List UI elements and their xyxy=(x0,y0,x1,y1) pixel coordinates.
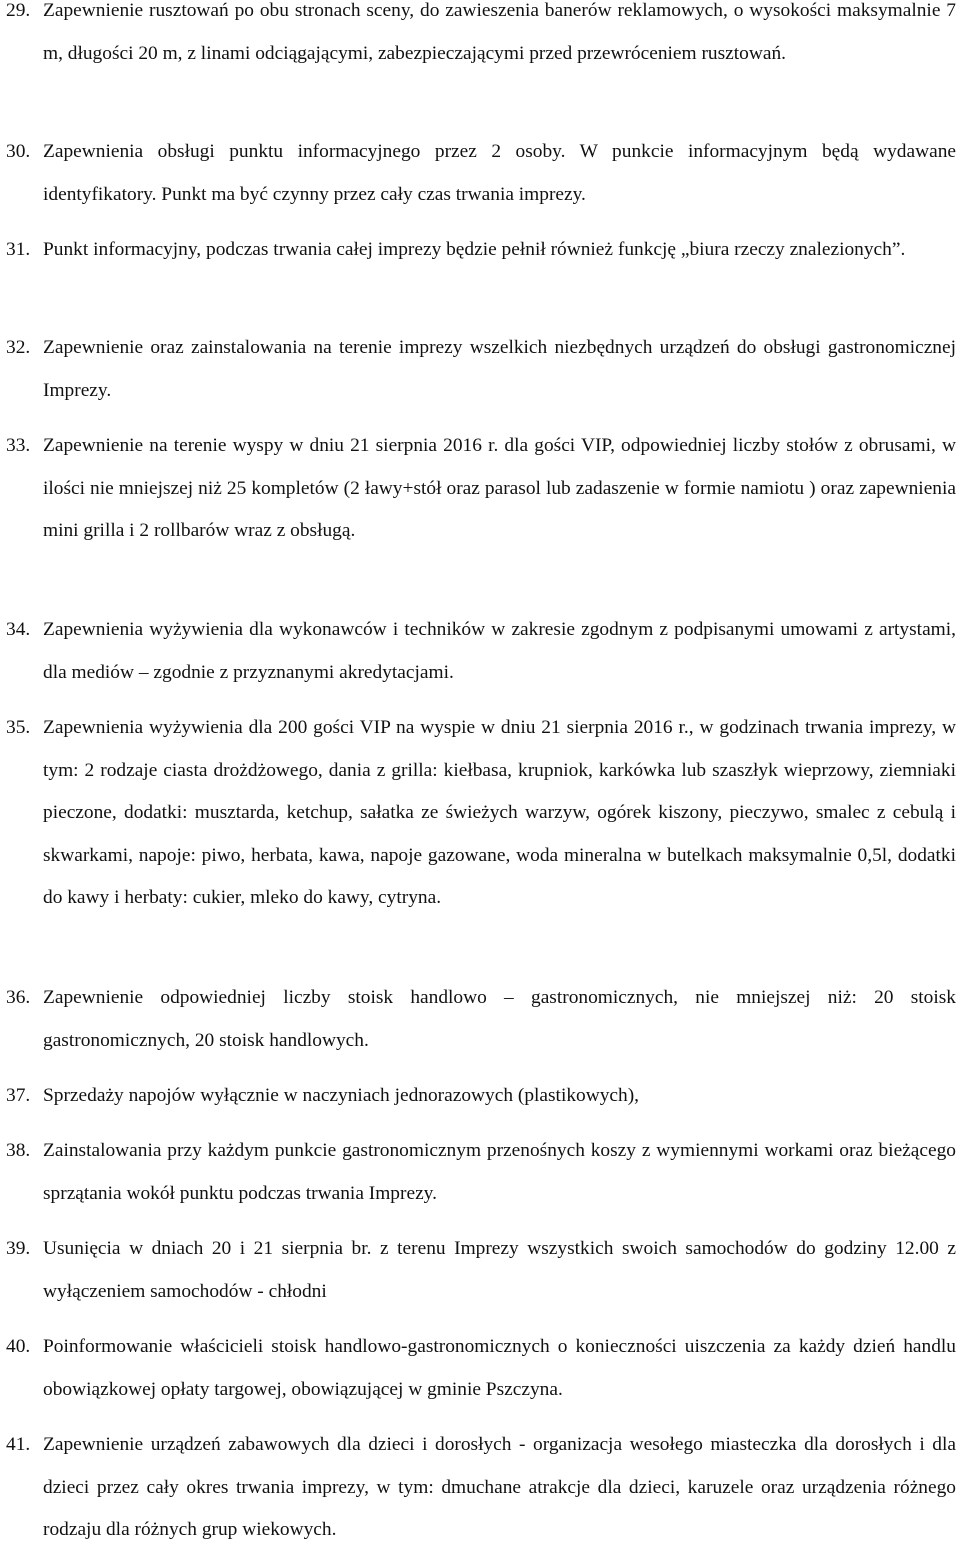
item-text: Sprzedaży napojów wyłącznie w naczyniach jednorazowych (plastikowych), xyxy=(43,1085,640,1106)
list-item-39 xyxy=(0,1228,956,1313)
item-number: 40. xyxy=(6,1336,31,1357)
item-number: 31. xyxy=(6,239,31,260)
item-number: 32. xyxy=(6,337,31,358)
item-text: Zapewnienie na terenie wyspy w dniu 21 sierpnia 2016 r. dla gości VIP, odpowiedniej liczby stołów z obrusami, w ilości nie mniejszej niż 25 kompletów (2 ławy+stół oraz parasol lub zadaszenie w formie namiotu ) oraz zapewnienia mini grilla i 2 rollbarów wraz z obsługą. xyxy=(43,435,956,541)
list-item-32 xyxy=(0,327,956,412)
list-item-41 xyxy=(0,1424,956,1552)
item-number: 39. xyxy=(6,1238,31,1259)
list-item-33 xyxy=(0,425,956,553)
item-number: 33. xyxy=(6,435,31,456)
item-text: Zapewnienia obsługi punktu informacyjnego przez 2 osoby. W punkcie informacyjnym będą wydawane identyfikatory. Punkt ma być czynny przez cały czas trwania imprezy. xyxy=(43,141,956,205)
list-item-30 xyxy=(0,131,956,216)
item-number: 30. xyxy=(6,141,31,162)
list-item-40 xyxy=(0,1326,956,1411)
list-item-37 xyxy=(0,1075,956,1118)
list-item-36 xyxy=(0,977,956,1062)
item-text: Zapewnienia wyżywienia dla wykonawców i techników w zakresie zgodnym z podpisanymi umowami z artystami, dla mediów – zgodnie z przyznanymi akredytacjami. xyxy=(43,619,956,683)
list-item-35 xyxy=(0,707,956,920)
item-text: Zapewnienia wyżywienia dla 200 gości VIP na wyspie w dniu 21 sierpnia 2016 r., w godzinach trwania imprezy, w tym: 2 rodzaje ciasta drożdżowego, dania z grilla: kiełbasa, krupniok, karkówka lub szaszłyk wieprzowy, ziemniaki pieczone, dodatki: musztarda, ketchup, sałatka ze świeżych warzyw, ogórek kiszony, pieczywo, smalec z cebulą i skwarkami, napoje: piwo, herbata, kawa, napoje gazowane, woda mineralna w butelkach maksymalnie 0,5l, dodatki do kawy i herbaty: cukier, mleko do kawy, cytryna. xyxy=(43,717,956,908)
list-item-29 xyxy=(0,0,956,75)
item-text: Zainstalowania przy każdym punkcie gastronomicznym przenośnych koszy z wymiennymi workami oraz bieżącego sprzątania wokół punktu podczas trwania Imprezy. xyxy=(43,1140,956,1204)
item-text: Usunięcia w dniach 20 i 21 sierpnia br. z terenu Imprezy wszystkich swoich samochodów do godziny 12.00 z wyłączeniem samochodów - chłodni xyxy=(43,1238,956,1302)
item-number: 38. xyxy=(6,1140,31,1161)
list-item-31 xyxy=(0,229,956,272)
item-text: Zapewnienie urządzeń zabawowych dla dzieci i dorosłych - organizacja wesołego miasteczka dla dorosłych i dla dzieci przez cały okres trwania imprezy, w tym: dmuchane atrakcje dla dzieci, karuzele oraz urządzenia różnego rodzaju dla różnych grup wiekowych. xyxy=(43,1434,956,1540)
item-number: 29. xyxy=(6,0,31,21)
item-number: 36. xyxy=(6,987,31,1008)
list-item-38 xyxy=(0,1130,956,1215)
item-text: Zapewnienie oraz zainstalowania na terenie imprezy wszelkich niezbędnych urządzeń do obsługi gastronomicznej Imprezy. xyxy=(43,337,956,401)
item-text: Poinformowanie właścicieli stoisk handlowo-gastronomicznych o konieczności uiszczenia za każdy dzień handlu obowiązkowej opłaty targowej, obowiązującej w gminie Pszczyna. xyxy=(43,1336,956,1400)
item-text: Zapewnienie rusztowań po obu stronach sceny, do zawieszenia banerów reklamowych, o wysokości maksymalnie 7 m, długości 20 m, z linami odciągającymi, zabezpieczającymi przed przewróceniem rusztowań. xyxy=(43,0,956,64)
item-number: 35. xyxy=(6,717,31,738)
item-text: Zapewnienie odpowiedniej liczby stoisk handlowo – gastronomicznych, nie mniejszej niż: 20 stoisk gastronomicznych, 20 stoisk handlowych. xyxy=(43,987,956,1051)
item-number: 37. xyxy=(6,1085,31,1106)
item-text: Punkt informacyjny, podczas trwania całej imprezy będzie pełnił również funkcję „biura rzeczy znalezionych”. xyxy=(43,239,906,260)
item-number: 41. xyxy=(6,1434,31,1455)
item-number: 34. xyxy=(6,619,31,640)
list-item-34 xyxy=(0,609,956,694)
